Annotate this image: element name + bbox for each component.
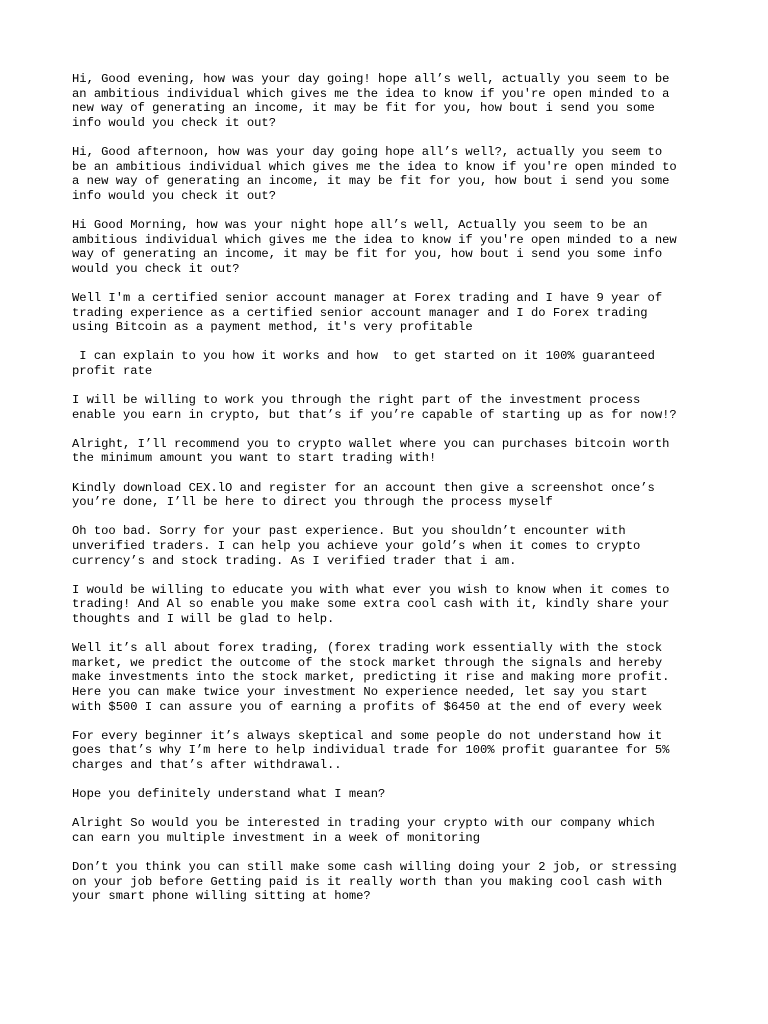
paragraph-cool-cash: Don’t you think you can still make some cash willing doing your 2 job, or stressing on your job before Getting paid is it really worth than you making cool cash with your smart phone willing sitting at home? bbox=[72, 860, 677, 904]
document-page bbox=[72, 72, 702, 918]
paragraph-greeting-morning: Hi Good Morning, how was your night hope all’s well, Actually you seem to be an ambitious individual which gives me the idea to know if you're open minded to a new way of generating an income, it may be fit for you, how bout i send you some info would you check it out? bbox=[72, 217, 677, 276]
paragraph-forex-explained: Well it’s all about forex trading, (forex trading work essentially with the stock market, we predict the outcome of the stock market through the signals and hereby make investments into the stock market, predicting it rise and making more profit. Here you can make twice your investment No experience needed, let say you start with $500 I can assure you of earning a profits of $6450 at the end of every week bbox=[72, 641, 670, 714]
paragraph-crypto-wallet: Alright, I’ll recommend you to crypto wallet where you can purchases bitcoin worth the minimum amount you want to start trading with! bbox=[72, 436, 670, 466]
paragraph-explain: I can explain to you how it works and how to get started on it 100% guaranteed profit rate bbox=[72, 349, 655, 378]
paragraph-interested: Alright So would you be interested in trading your crypto with our company which can earn you multiple investment in a week of monitoring bbox=[72, 816, 655, 845]
paragraph-download-app: Kindly download CEX.lO and register for an account then give a screenshot once’s you’re done, I’ll be here to direct you through the process myself bbox=[72, 480, 655, 510]
paragraph-investment-process: I will be willing to work you through the right part of the investment process enable you earn in crypto, but that’s if you’re capable of starting up as for now!? bbox=[72, 393, 677, 422]
paragraph-understand: Hope you definitely understand what I mean? bbox=[72, 787, 386, 802]
paragraph-past-experience: Oh too bad. Sorry for your past experience. But you shouldn’t encounter with unverified traders. I can help you achieve your gold’s when it comes to crypto currency’s and stock trading. As I verified trader that i am. bbox=[72, 524, 641, 568]
paragraph-educate: I would be willing to educate you with what ever you wish to know when it comes to trading! And Al so enable you make some extra cool cash with it, kindly share your thoughts and I will be glad to help. bbox=[72, 582, 670, 626]
paragraph-greeting-evening: Hi, Good evening, how was your day going! hope all’s well, actually you seem to be an ambitious individual which gives me the idea to know if you're open minded to a new way of generating an income, it may be fit for you, how bout i send you some info would you check it out? bbox=[72, 72, 670, 130]
paragraph-account-manager: Well I'm a certified senior account manager at Forex trading and I have 9 year of trading experience as a certified senior account manager and I do Forex trading using Bitcoin as a payment method, it's very profitable bbox=[72, 290, 663, 335]
paragraph-beginner: For every beginner it’s always skeptical and some people do not understand how it goes that’s why I’m here to help individual trade for 100% profit guarantee for 5% charges and that’s after withdrawal.. bbox=[72, 728, 670, 772]
paragraph-greeting-afternoon: Hi, Good afternoon, how was your day going hope all’s well?, actually you seem to be an ambitious individual which gives me the idea to know if you're open minded to a new way of generating an income, it may be fit for you, how bout i send you some info would you check it out? bbox=[72, 144, 677, 203]
